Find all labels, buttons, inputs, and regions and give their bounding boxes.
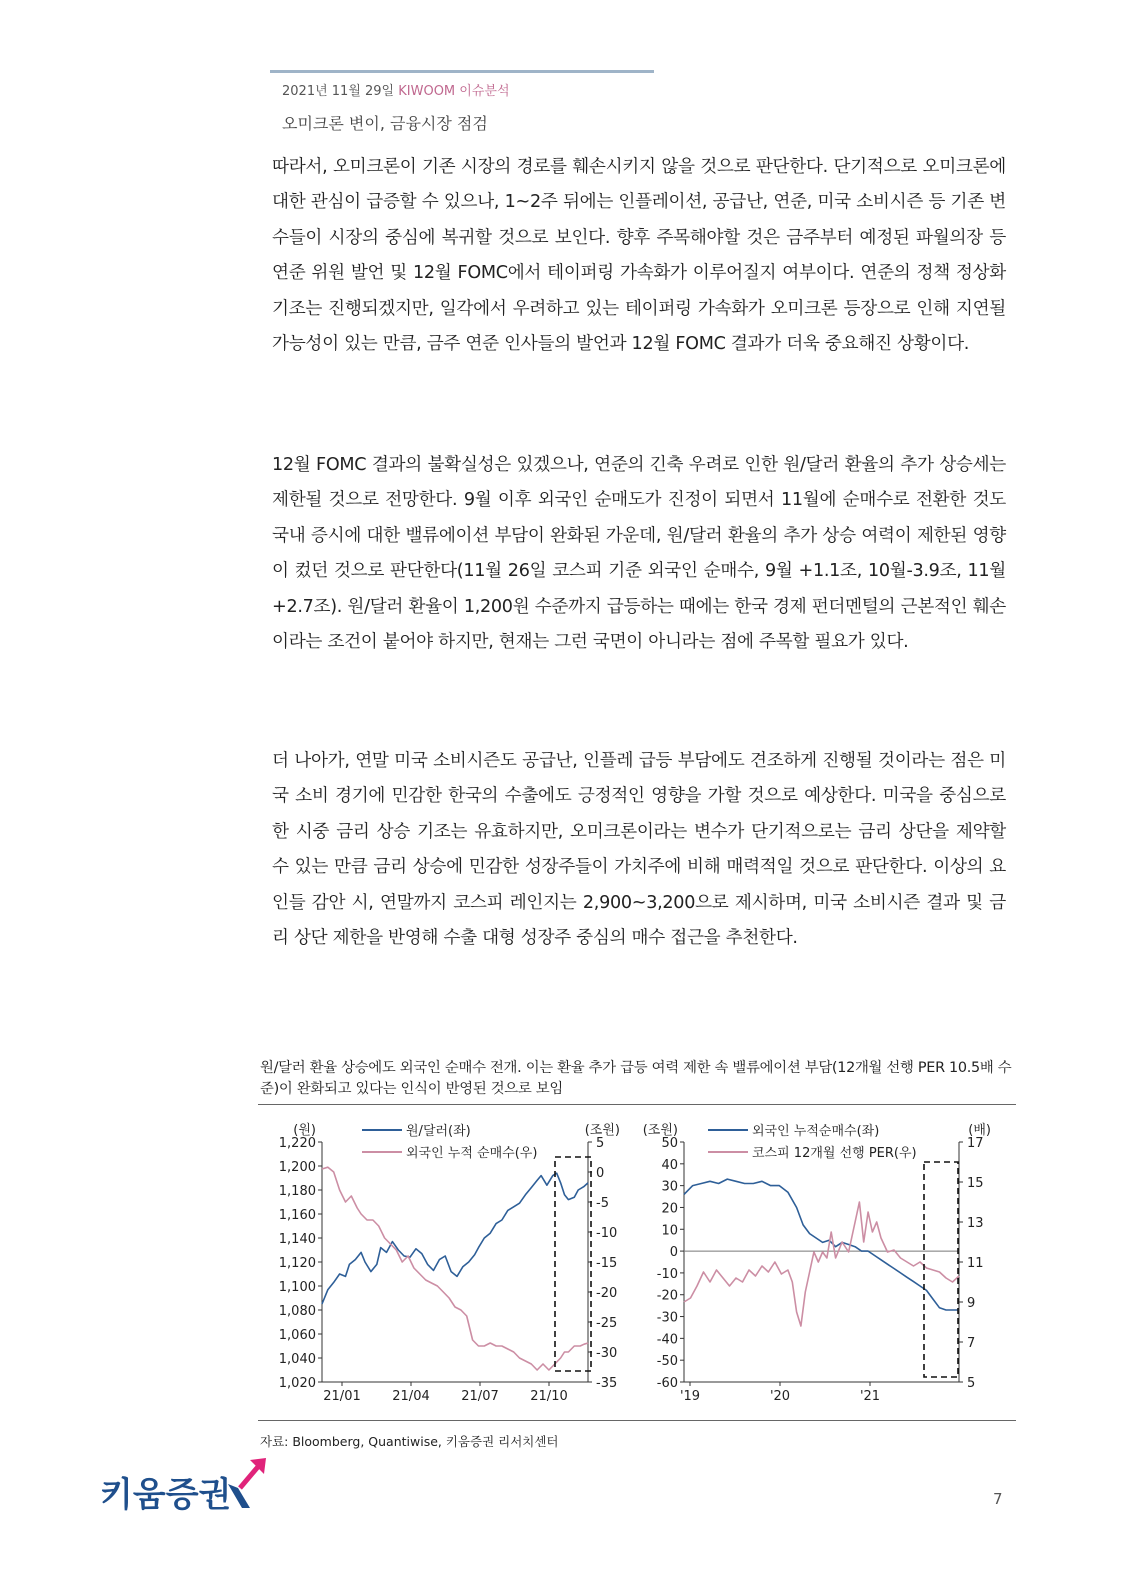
right-tick-label: 11 <box>967 1256 984 1271</box>
highlight-box <box>555 1157 591 1371</box>
left-tick-label: 1,100 <box>278 1280 316 1295</box>
report-date: 2021년 11월 29일 <box>282 84 395 99</box>
left-tick-label: -40 <box>656 1332 678 1348</box>
paragraph-2: 12월 FOMC 결과의 불확실성은 있겠으나, 연준의 긴축 우려로 인한 원/달러 환율의 추가 상승세는 제한될 것으로 전망한다. 9월 이후 외국인 순매도가 진정이 되면서 11월에 순매수로 전환한 것도 국내 증시에 대한 밸류에이션 부담이 완화된 가운데, 원/달러 환율의 추가 상승 여력이 제한된 영향이 컸던 것으로 판단한다(11월 26일 코스피 기준 외국인 순매수, 9월 +1.1조, 10월-3.9조, 11월 +2.7조). 원/달러 환율이 1,200원 수준까지 급등하는 때에는 한국 경제 펀더멘털의 근본적인 훼손이라는 조건이 붙어야 하지만, 현재는 그런 국면이 아니라는 점에 주목할 필요가 있다. <box>272 455 1006 653</box>
right-tick-label: 7 <box>967 1336 976 1351</box>
legend-label-2: 코스피 12개월 선행 PER(우) <box>752 1146 917 1161</box>
chart-foreign-per <box>636 1112 1016 1412</box>
right-tick-label: 9 <box>967 1296 976 1311</box>
right-unit-label: (조원) <box>584 1123 620 1138</box>
x-tick-label: 21/01 <box>323 1389 361 1404</box>
series-line-2 <box>684 1202 959 1326</box>
left-tick-label: 0 <box>669 1245 678 1261</box>
figure-bottom-rule <box>258 1420 1016 1421</box>
right-tick-label: -15 <box>596 1256 618 1271</box>
figure-caption: 원/달러 환율 상승에도 외국인 순매수 전개. 이는 환율 추가 급등 여력 제한 속 밸류에이션 부담(12개월 선행 PER 10.5배 수준)이 완화되고 있다는 인식이 반영된 것으로 보임 <box>260 1060 1012 1097</box>
right-tick-label: 13 <box>967 1216 984 1231</box>
left-tick-label: 40 <box>661 1157 678 1173</box>
x-tick-label: 21/10 <box>530 1389 568 1404</box>
legend-label-1: 원/달러(좌) <box>406 1124 471 1139</box>
left-tick-label: 1,200 <box>278 1160 316 1175</box>
right-tick-label: 0 <box>596 1166 605 1181</box>
x-tick-label: '21 <box>859 1389 881 1404</box>
x-tick-label: 21/04 <box>392 1389 430 1404</box>
left-tick-label: -10 <box>656 1266 678 1282</box>
header-rule <box>270 70 654 73</box>
series-line-1 <box>322 1173 588 1304</box>
left-tick-label: 1,120 <box>278 1256 316 1271</box>
figure-source: 자료: Bloomberg, Quantiwise, 키움증권 리서치센터 <box>260 1434 559 1449</box>
paragraph-3: 더 나아가, 연말 미국 소비시즌도 공급난, 인플레 급등 부담에도 견조하게 진행될 것이라는 점은 미국 소비 경기에 민감한 한국의 수출에도 긍정적인 영향을 가할 것으로 예상한다. 미국을 중심으로 한 시중 금리 상승 기조는 유효하지만, 오미크론이라는 변수가 단기적으로는 금리 상단을 제약할 수 있는 만큼 금리 상승에 민감한 성장주들이 가치주에 비해 매력적일 것으로 판단한다. 이상의 요인들 감안 시, 연말까지 코스피 레인지는 2,900~3,200으로 제시하며, 미국 소비시즌 결과 및 금리 상단 제한을 반영해 수출 대형 성장주 중심의 매수 접근을 추천한다. <box>272 751 1006 949</box>
caption-rule <box>258 1104 1016 1105</box>
right-tick-label: -20 <box>596 1286 618 1301</box>
x-tick-label: '19 <box>679 1389 701 1404</box>
right-tick-label: -30 <box>596 1346 618 1361</box>
chart-foreign-per-svg <box>636 1112 1016 1412</box>
right-tick-label: 15 <box>967 1176 984 1191</box>
kiwoom-logo <box>100 1458 270 1518</box>
left-tick-label: -30 <box>656 1310 678 1326</box>
page-number: 7 <box>993 1490 1003 1508</box>
left-tick-label: 1,180 <box>278 1184 316 1199</box>
header-date-line <box>282 80 510 99</box>
left-tick-label: 50 <box>661 1136 678 1151</box>
right-tick-label: 5 <box>967 1376 976 1391</box>
left-tick-label: 30 <box>661 1179 678 1195</box>
left-tick-label: 1,080 <box>278 1304 316 1319</box>
chart-usdkrw-svg <box>270 1112 630 1412</box>
right-tick-label: -5 <box>596 1196 609 1211</box>
left-tick-label: 1,140 <box>278 1232 316 1247</box>
left-tick-label: 1,220 <box>278 1136 316 1151</box>
left-unit-label: (원) <box>293 1123 316 1138</box>
chart-usdkrw <box>270 1112 630 1412</box>
left-tick-label: 1,020 <box>278 1376 316 1391</box>
right-tick-label: -10 <box>596 1226 618 1241</box>
logo-text: 키움증권 <box>100 1475 232 1515</box>
legend-label-2: 외국인 누적 순매수(우) <box>406 1146 538 1161</box>
paragraph-1: 따라서, 오미크론이 기존 시장의 경로를 훼손시키지 않을 것으로 판단한다. 단기적으로 오미크론에 대한 관심이 급증할 수 있으나, 1~2주 뒤에는 인플레이션, 공급난, 연준, 미국 소비시즌 등 기존 변수들이 시장의 중심에 복귀할 것으로 보인다. 향후 주목해야할 것은 금주부터 예정된 파월의장 등 연준 위원 발언 및 12월 FOMC에서 테이퍼링 가속화가 이루어질지 여부이다. 연준의 정책 정상화 기조는 진행되겠지만, 일각에서 우려하고 있는 테이퍼링 가속화가 오미크론 등장으로 인해 지연될 가능성이 있는 만큼, 금주 연준 인사들의 발언과 12월 FOMC 결과가 더욱 중요해진 상황이다. <box>272 157 1007 355</box>
legend-label-1: 외국인 누적순매수(좌) <box>752 1124 880 1139</box>
left-tick-label: 20 <box>661 1201 678 1217</box>
x-tick-label: '20 <box>769 1389 791 1404</box>
x-tick-label: 21/07 <box>461 1389 499 1404</box>
left-unit-label: (조원) <box>642 1123 678 1138</box>
left-tick-label: 1,160 <box>278 1208 316 1223</box>
left-tick-label: 1,060 <box>278 1328 316 1343</box>
report-brand: KIWOOM 이슈분석 <box>398 84 510 99</box>
series-line-1 <box>684 1179 959 1310</box>
right-tick-label: -35 <box>596 1376 618 1391</box>
right-tick-label: 17 <box>967 1136 984 1151</box>
series-line-2 <box>322 1167 588 1370</box>
left-tick-label: -20 <box>656 1288 678 1304</box>
left-tick-label: 10 <box>661 1223 678 1239</box>
left-tick-label: -60 <box>656 1376 678 1391</box>
right-tick-label: 5 <box>596 1136 605 1151</box>
report-title: 오미크론 변이, 금융시장 점검 <box>282 114 488 133</box>
left-tick-label: -50 <box>656 1354 678 1370</box>
right-unit-label: (배) <box>968 1123 991 1138</box>
right-tick-label: -25 <box>596 1316 618 1331</box>
left-tick-label: 1,040 <box>278 1352 316 1367</box>
